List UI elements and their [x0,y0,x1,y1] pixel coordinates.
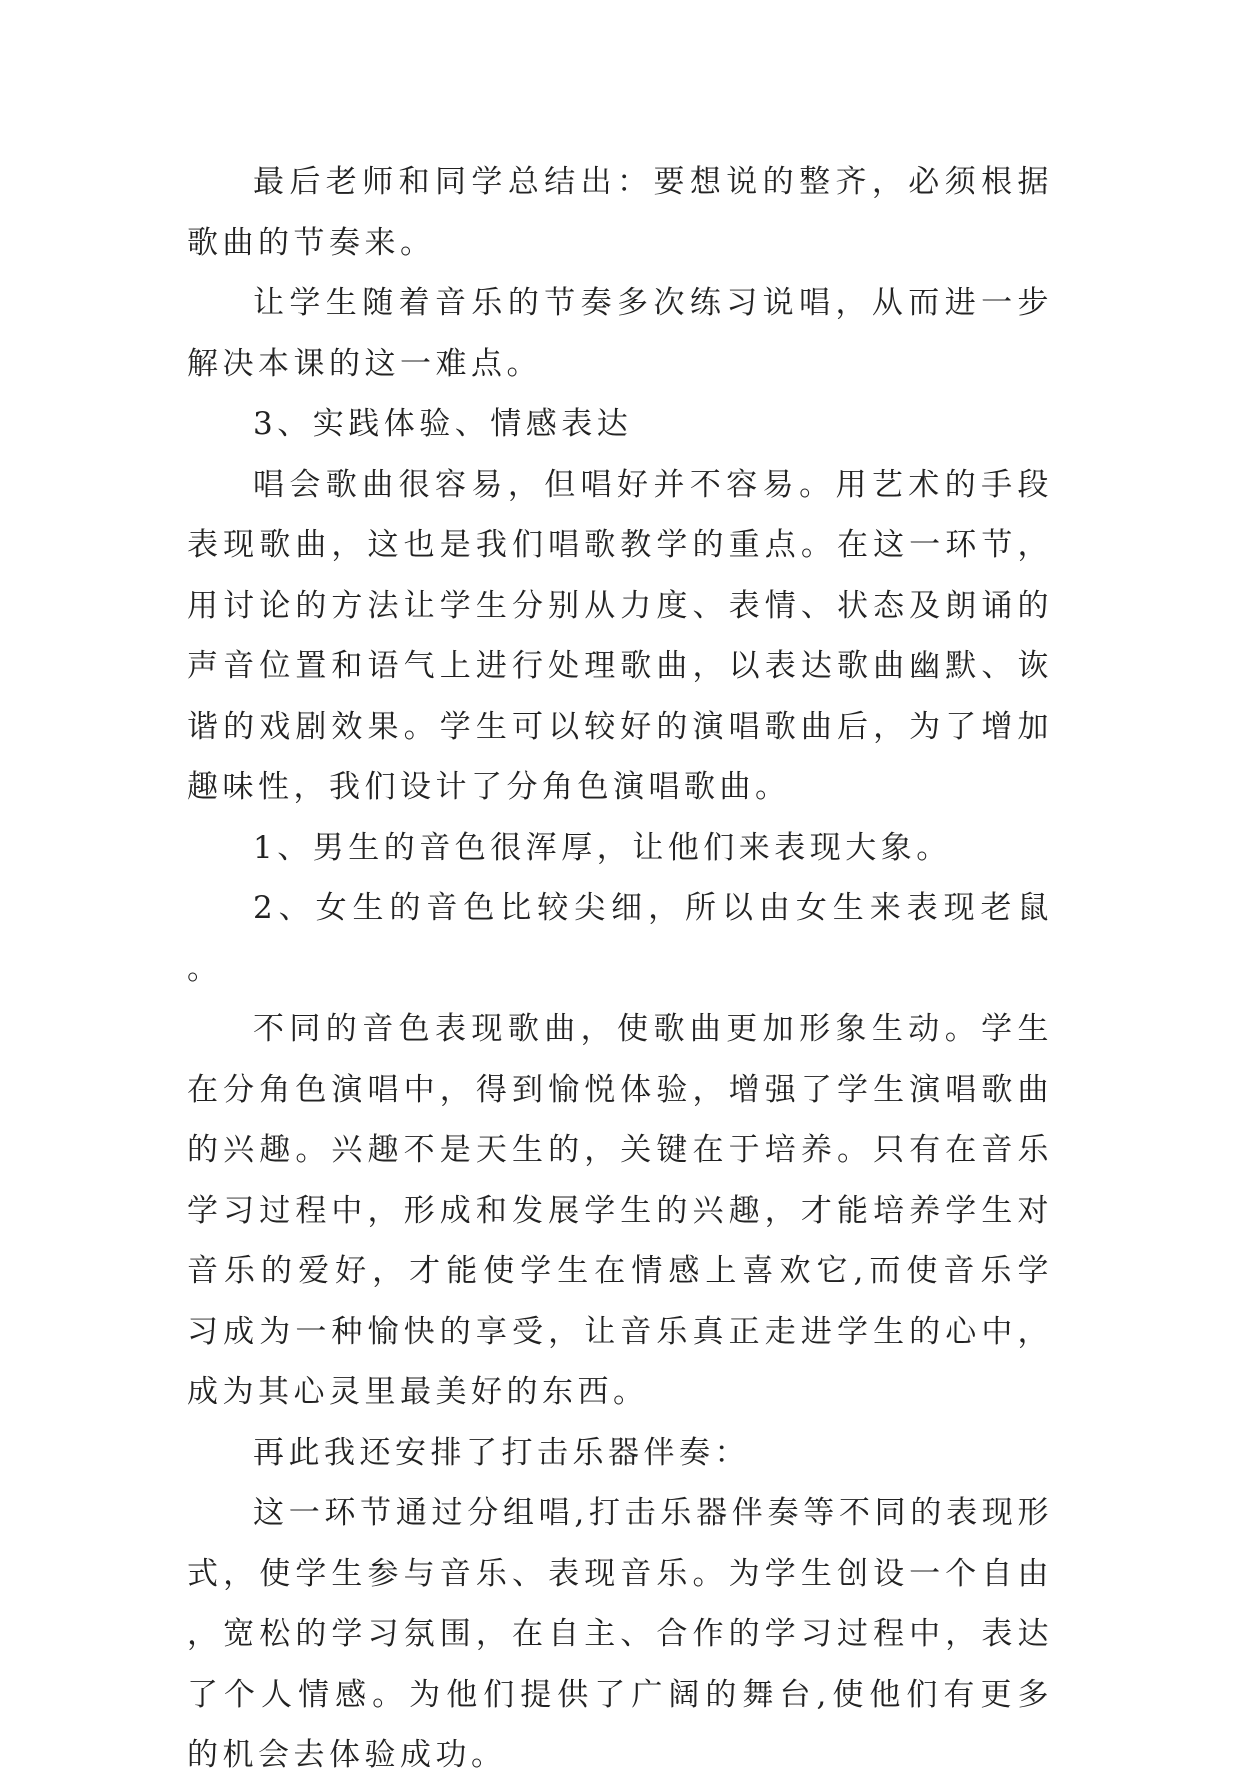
paragraph-summary: 最后老师和同学总结出：要想说的整齐，必须根据歌曲的节奏来。 [187,164,1053,261]
paragraph-expression: 唱会歌曲很容易，但唱好并不容易。用艺术的手段表现歌曲，这也是我们唱歌教学的重点。在这一环节，用讨论的方法让学生分别从力度、表情、状态及朗诵的声音位置和语气上进行处理歌曲，以表达歌曲幽默、诙谐的戏剧效果。学生可以较好的演唱歌曲后，为了增加趣味性，我们设计了分角色演唱歌曲。 [187,466,1053,805]
section-heading: 3、实践体验、情感表达 [253,406,633,442]
paragraph-percussion: 这一环节通过分组唱,打击乐器伴奏等不同的表现形式，使学生参与音乐、表现音乐。为学生创设一个自由，宽松的学习氛围，在自主、合作的学习过程中，表达了个人情感。为他们提供了广阔的舞台,使他们有更多的机会去体验成功。 [187,1495,1053,1773]
paragraph-practice: 让学生随着音乐的节奏多次练习说唱，从而进一步解决本课的这一难点。 [187,285,1053,382]
paragraph-percussion-intro: 再此我还安排了打击乐器伴奏： [253,1434,750,1471]
paragraph-interest: 不同的音色表现歌曲，使歌曲更加形象生动。学生在分角色演唱中，得到愉悦体验，增强了学生演唱歌曲的兴趣。兴趣不是天生的，关键在于培养。只有在音乐学习过程中，形成和发展学生的兴趣，才能培养学生对音乐的爱好，才能使学生在情感上喜欢它,而使音乐学习成为一种愉快的享受，让音乐真正走进学生的心中，成为其心灵里最美好的东西。 [187,1011,1053,1410]
document-body [187,152,1053,1786]
list-item-boys: 1、男生的音色很浑厚，让他们来表现大象。 [253,829,952,866]
list-item-girls: 2、女生的音色比较尖细，所以由女生来表现老鼠。 [187,890,1053,987]
